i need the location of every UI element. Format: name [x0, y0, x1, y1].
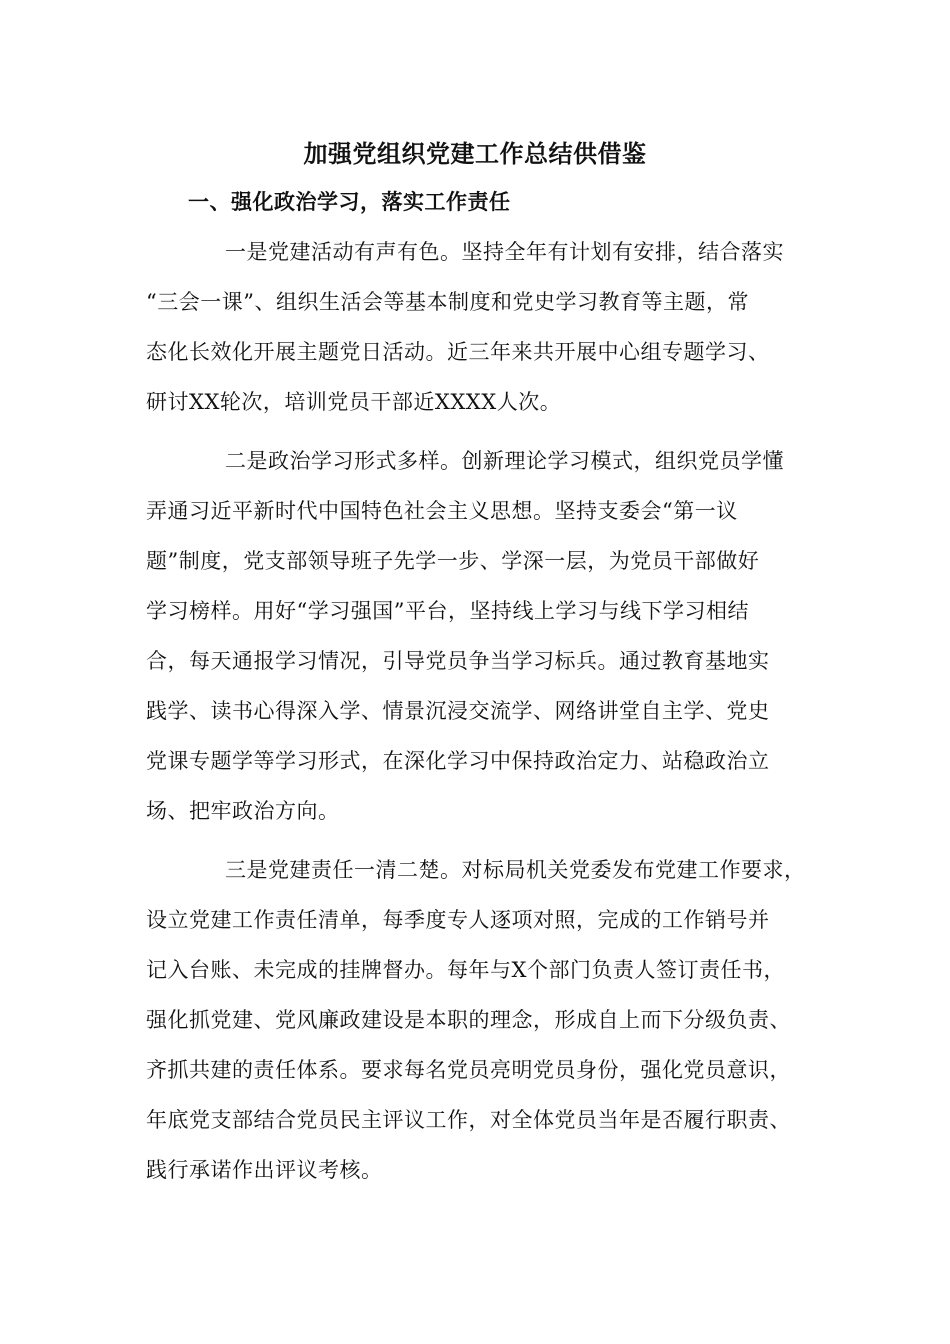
paragraph-2-line-5: 合，每天通报学习情况，引导党员争当学习标兵。通过教育基地实	[146, 649, 770, 673]
paragraph-2-line-6: 践学、读书心得深入学、情景沉浸交流学、网络讲堂自主学、党史	[146, 699, 770, 723]
paragraph-1-line-1: 一是党建活动有声有色。坚持全年有计划有安排，结合落实	[225, 240, 784, 264]
paragraph-2-line-8: 场、把牢政治方向。	[146, 799, 340, 823]
paragraph-1-line-3: 态化长效化开展主题党日活动。近三年来共开展中心组专题学习、	[146, 340, 770, 364]
paragraph-3-line-1: 三是党建责任一清二楚。对标局机关党委发布党建工作要求，	[225, 858, 806, 882]
paragraph-3-line-7: 践行承诺作出评议考核。	[146, 1158, 383, 1182]
paragraph-3-line-6: 年底党支部结合党员民主评议工作，对全体党员当年是否履行职责、	[146, 1108, 791, 1132]
section-heading: 一、强化政治学习，落实工作责任	[188, 189, 511, 214]
paragraph-2-line-1: 二是政治学习形式多样。创新理论学习模式，组织党员学懂	[225, 449, 784, 473]
paragraph-1-line-4: 研讨XX轮次，培训党员干部近XXXX人次。	[146, 390, 562, 414]
paragraph-3-line-2: 设立党建工作责任清单，每季度专人逐项对照，完成的工作销号并	[146, 908, 770, 932]
paragraph-3-line-5: 齐抓共建的责任体系。要求每名党员亮明党员身份，强化党员意识，	[146, 1058, 791, 1082]
paragraph-2-line-4: 学习榜样。用好“学习强国”平台，坚持线上学习与线下学习相结	[146, 599, 749, 623]
paragraph-2-line-7: 党课专题学等学习形式，在深化学习中保持政治定力、站稳政治立	[146, 749, 770, 773]
paragraph-1-line-2: “三会一课”、组织生活会等基本制度和党史学习教育等主题，常	[146, 290, 749, 314]
paragraph-2-line-3: 题”制度，党支部领导班子先学一步、学深一层，为党员干部做好	[146, 549, 760, 573]
paragraph-3-line-3: 记入台账、未完成的挂牌督办。每年与X个部门负责人签订责任书，	[146, 958, 785, 982]
paragraph-2-line-2: 弄通习近平新时代中国特色社会主义思想。坚持支委会“第一议	[146, 499, 738, 523]
document-title: 加强党组织党建工作总结供借鉴	[303, 139, 647, 168]
paragraph-3-line-4: 强化抓党建、党风廉政建设是本职的理念，形成自上而下分级负责、	[146, 1008, 791, 1032]
